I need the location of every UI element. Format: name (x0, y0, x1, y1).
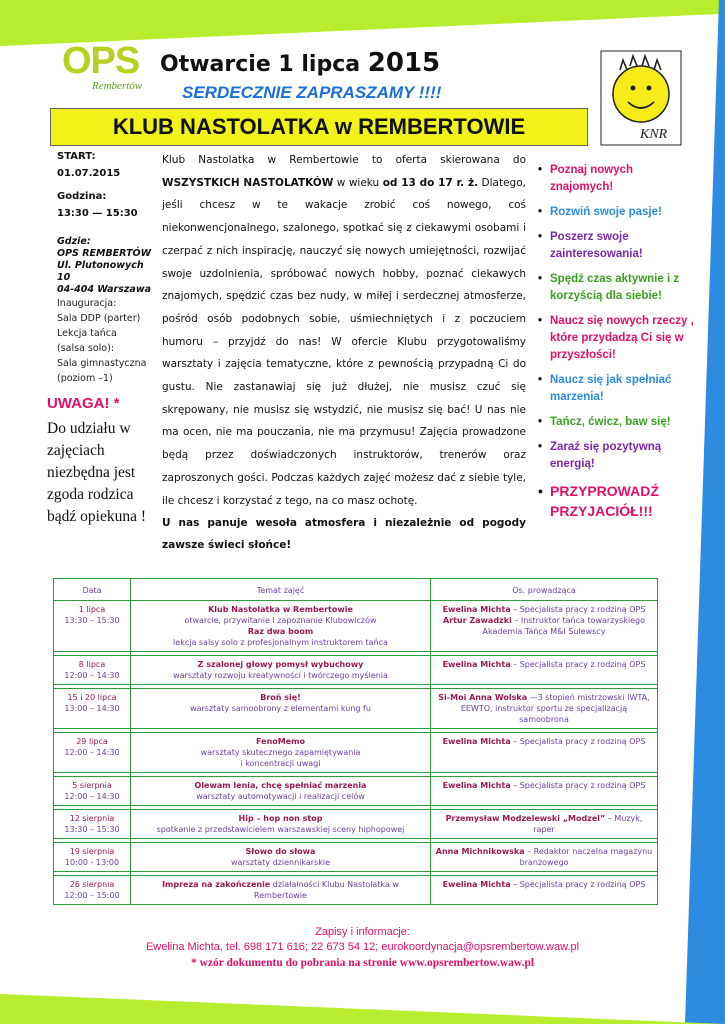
topic-cell: FenoMemo warsztaty skutecznego zapamiętywania i koncentracji uwagi (131, 733, 431, 773)
table-row (54, 843, 658, 872)
logo-subtitle: Rembertów (92, 80, 143, 92)
schedule-table (53, 578, 658, 905)
host-cell: Przemysław Modzelewski „Modzel” – Muzyk, raper (431, 810, 658, 839)
topic-cell: Z szalonej głowy pomysł wybuchowy warsztaty rozwoju kreatywności i twórczego myślenia (131, 656, 431, 685)
intro-paragraph: Klub Nastolatka w Rembertowie to oferta skierowana do WSZYSTKICH NASTOLATKÓW w wieku od 13 do 17 r. ż. Dlatego, jeśli chcesz w te wakacje zrobić coś nowego, coś niekonwencjonalnego, szalonego, spotkać się z ciekawymi osobami i czerpać z nich inspirację, nauczyć się nowych umiejętności, rozwijać swoje uzdolnienia, spróbować nowych hobby, poznać ciekawych znajomych, spędzić czas bez nudy, w miłej i serdecznej atmosferze, pośród osób podobnych sobie, uśmiechniętych i z poczuciem humoru – przyjdź do nas! W ofercie Klubu przygotowaliśmy warsztaty i zajęcia tematyczne, które z pewnością przypadną Ci do gustu. Nie zastanawiaj się już dłużej, nie musisz czuć się skrępowany, nie musisz się wstydzić, nie musisz się bać! U nas nie ma ocen, nie ma pouczania, nie ma przymusu! Zajęcia prowadzone będą przez doświadczonych instruktorów, trenerów oraz zaproszonych gości. Podczas każdych zajęć możesz dać z siebie tyle, ile chcesz i korzystać z tego, na co masz ochotę. (162, 154, 526, 507)
room-line: Inauguracja: (57, 298, 117, 309)
col-header-date: Data (54, 579, 131, 601)
page-title: Otwarcie 1 lipca 2015 (160, 48, 441, 78)
closing-statement: U nas panuje wesoła atmosfera i niezależnie od pogody zawsze świeci słońce! (162, 517, 526, 551)
host-cell: Anna Michnikowska – Redaktor naczelna magazynu branżowego (431, 843, 658, 872)
svg-text:KNR: KNR (640, 127, 668, 142)
host-cell: Ewelina Michta – Specjalista pracy z rodziną OPS (431, 733, 658, 773)
table-row (54, 810, 658, 839)
room-line: Lekcja tańca (57, 328, 117, 339)
bottom-decoration (0, 984, 725, 1024)
col-header-host: Os. prowadząca (431, 579, 658, 601)
date-cell: 8 lipca 12:00 – 14:30 (54, 656, 131, 685)
date-cell: 1 lipca 13:30 – 15:30 (54, 601, 131, 652)
table-row (54, 777, 658, 806)
benefits-list (538, 162, 698, 529)
topic-cell: Broń się! warsztaty samoobrony z elementami kung fu (131, 689, 431, 729)
date-cell: 15 i 20 lipca 13:00 – 14:30 (54, 689, 131, 729)
host-cell: Si-Moi Anna Wolska —3 stopień mistrzowski IWTA, EEWTO, instruktor sportu ze specjalizacją samoobrona (431, 689, 658, 729)
topic-cell: Impreza na zakończenie działalności Klubu Nastolatka w Rembertowie (131, 876, 431, 905)
where-line: 04-404 Warszawa (57, 284, 152, 295)
hour-value: 13:30 — 15:30 (57, 208, 138, 219)
host-cell: Ewelina Michta – Specjalista pracy z rodziną OPS Artur Zawadzki – Instruktor tańca towarzyskiego Akademia Tańca M&I Sulewscy (431, 601, 658, 652)
date-cell: 26 sierpnia 12:00 – 15:00 (54, 876, 131, 905)
table-row (54, 656, 658, 685)
table-row (54, 601, 658, 652)
ops-logo (62, 40, 152, 100)
event-details (57, 148, 152, 386)
contact-info: Ewelina Michta, tel. 698 171 616; 22 673 54 12; eurokoordynacja@opsrembertow.waw.pl (145, 941, 580, 953)
table-row (54, 733, 658, 773)
benefit-item: • Rozwiń swoje pasje! (538, 204, 698, 221)
download-note: * wzór dokumentu do pobrania na stronie www.opsrembertow.waw.pl (190, 957, 535, 969)
benefit-item: • Spędź czas aktywnie i z korzyścią dla siebie! (538, 271, 698, 305)
benefit-item: • Poznaj nowych znajomych! (538, 162, 698, 196)
start-date: 01.07.2015 (57, 168, 121, 179)
hour-label: Godzina: (57, 191, 107, 202)
warning-title: UWAGA! * (47, 395, 120, 412)
date-cell: 12 sierpnia 13:30 – 15:30 (54, 810, 131, 839)
benefit-item: • Tańcz, ćwicz, baw się! (538, 414, 698, 431)
room-line: Sala DDP (parter) (57, 313, 141, 324)
benefit-item: • Naucz się jak spełniać marzenia! (538, 372, 698, 406)
date-cell: 19 sierpnia 10:00 - 13:00 (54, 843, 131, 872)
benefit-item: • Poszerz swoje zainteresowania! (538, 229, 698, 263)
room-line: (salsa solo): (57, 343, 115, 354)
signup-title: Zapisy i informacje: (315, 926, 410, 938)
page-subtitle: SERDECZNIE ZAPRASZAMY !!!! (182, 83, 442, 102)
topic-cell: Słowo do słowa warsztaty dziennikarskie (131, 843, 431, 872)
table-row (54, 689, 658, 729)
benefit-item: • Zaraź się pozytywną energią! (538, 439, 698, 473)
where-line: OPS REMBERTÓW (57, 248, 152, 259)
start-label: START: (57, 151, 96, 162)
table-row (54, 876, 658, 905)
date-cell: 29 lipca 12:00 – 14:30 (54, 733, 131, 773)
club-banner: KLUB NASTOLATKA w REMBERTOWIE (50, 108, 588, 146)
room-line: Sala gimnastyczna (57, 358, 147, 369)
benefit-item: • Naucz się nowych rzeczy , które przydadzą Ci się w przyszłości! (538, 313, 698, 364)
host-cell: Ewelina Michta – Specjalista pracy z rodziną OPS (431, 656, 658, 685)
host-cell: Ewelina Michta – Specjalista pracy z rodziną OPS (431, 777, 658, 806)
room-line: (poziom –1) (57, 373, 113, 384)
host-cell: Ewelina Michta – Specjalista pracy z rodziną OPS (431, 876, 658, 905)
topic-cell: Olewam lenia, chcę spełniać marzenia warsztaty automotywacji i realizacji celów (131, 777, 431, 806)
warning-body: Do udziału w zajęciach niezbędna jest zgoda rodzica bądź opiekuna ! (47, 420, 146, 525)
benefit-item: • PRZYPROWADŹ PRZYJACIÓŁ!!! (538, 481, 698, 521)
where-line: Ul. Plutonowych 10 (57, 260, 144, 283)
smiley-mascot-icon (600, 50, 682, 146)
main-description (162, 149, 526, 512)
col-header-topic: Temat zajęć (131, 579, 431, 601)
topic-cell: Klub Nastolatka w Rembertowie otwarcie, przywitanie i zapoznanie Klubowiczów Raz dwa boom lekcja salsy solo z profesjonalnym instruktorem tańca (131, 601, 431, 652)
date-cell: 5 sierpnia 12:00 – 14:30 (54, 777, 131, 806)
where-label: Gdzie: (57, 236, 91, 247)
topic-cell: Hip – hop non stop spotkanie z przedstawicielem warszawskiej sceny hiphopowej (131, 810, 431, 839)
logo-text: OPS (62, 40, 140, 82)
